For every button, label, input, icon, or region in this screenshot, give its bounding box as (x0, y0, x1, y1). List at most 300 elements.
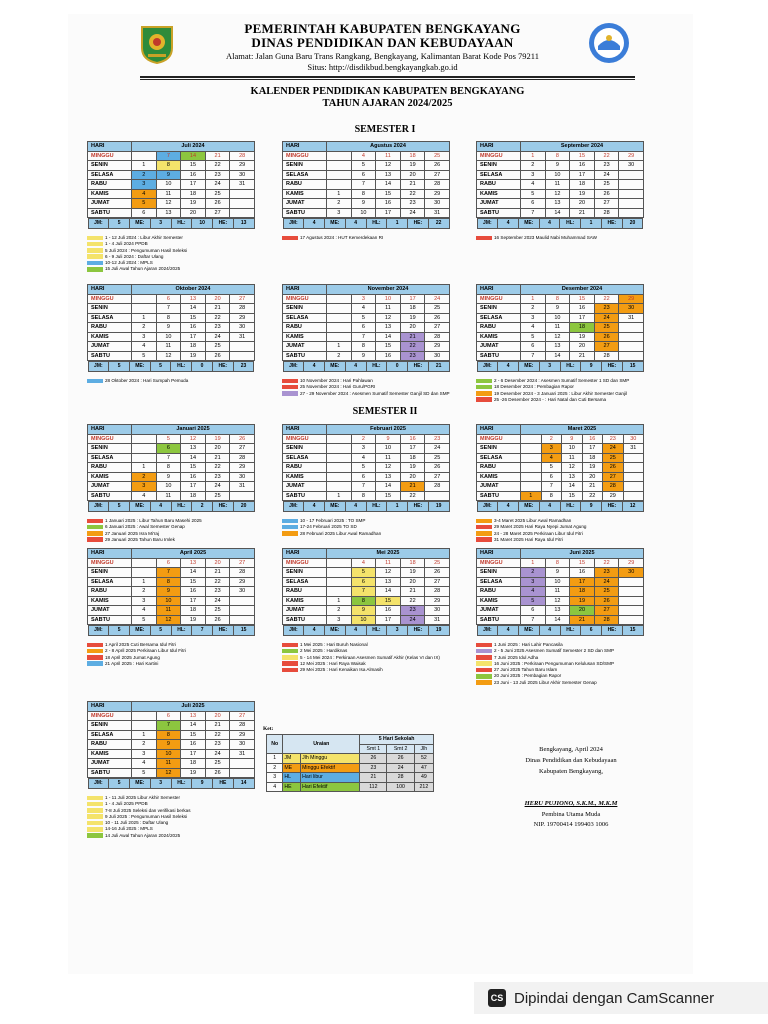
date-cell: 17 (582, 444, 603, 454)
hari-header: HARI (477, 285, 521, 295)
date-cell: 18 (570, 180, 595, 190)
legend-text: 1 - 4 Juli 2024 PPDB (105, 241, 148, 247)
date-cell: 8 (156, 463, 181, 473)
legend-september-2024 (476, 235, 656, 241)
date-cell: 28 (425, 482, 450, 492)
summary-value: 3 (150, 779, 171, 789)
date-cell (327, 180, 352, 190)
calendar-november-2024 (282, 284, 450, 372)
legend-text: 3-4 Maret 2025 Libur Awal Ramadhan (494, 518, 572, 523)
date-cell: 24 (594, 170, 619, 180)
day-label: JUMAT (283, 606, 327, 616)
legend-swatch (476, 661, 492, 666)
hari-header: HARI (477, 142, 521, 152)
date-cell: 27 (594, 606, 619, 616)
legend-swatch (476, 379, 492, 384)
legend-swatch (87, 267, 103, 272)
legend-swatch (87, 643, 103, 648)
kabupaten-emblem-icon (140, 24, 174, 64)
date-cell: 26 (594, 332, 619, 342)
legend-swatch (476, 385, 492, 390)
header-rule-thin (140, 79, 635, 80)
date-cell (230, 759, 255, 769)
summary-value: 5 (150, 626, 171, 636)
legend-item (282, 667, 450, 673)
day-label: SENIN (283, 444, 327, 454)
date-cell: 22 (400, 596, 425, 606)
semester-1-heading: SEMESTER I (354, 124, 416, 135)
day-label: SELASA (283, 313, 327, 323)
day-label: SENIN (283, 161, 327, 171)
summary-label: HE: (213, 219, 234, 229)
date-cell: 3 (351, 294, 376, 304)
legend-text: 27 - 29 November 2024 : Asesmen Sumatif Semester Ganjil SD dan SMP (300, 390, 450, 396)
date-cell: 7 (156, 568, 181, 578)
day-label: RABU (88, 463, 132, 473)
date-cell: 31 (623, 444, 644, 454)
date-cell: 3 (132, 332, 157, 342)
day-label: RABU (88, 740, 132, 750)
date-cell: 11 (156, 606, 181, 616)
summary-label: HL: (560, 502, 581, 512)
date-cell: 21 (400, 180, 425, 190)
date-cell: 17 (400, 444, 425, 454)
month-title: Desember 2024 (521, 285, 644, 295)
date-cell: 16 (570, 161, 595, 171)
date-cell: 4 (132, 342, 157, 352)
date-cell: 12 (181, 434, 206, 444)
date-cell: 10 (545, 313, 570, 323)
date-cell: 18 (181, 606, 206, 616)
date-cell: 19 (181, 199, 206, 209)
legend-text: 9 Juli 2025 : Pengumuman Hasil Seleksi (105, 813, 188, 819)
day-label: KAMIS (477, 472, 521, 482)
legend-swatch (87, 655, 103, 660)
date-cell: 1 (327, 189, 352, 199)
date-cell: 2 (327, 199, 352, 209)
legend-desember-2024 (476, 378, 656, 403)
date-cell: 3 (521, 170, 546, 180)
date-cell: 27 (230, 558, 255, 568)
date-cell: 3 (541, 444, 562, 454)
date-cell: 27 (230, 294, 255, 304)
date-cell: 13 (545, 342, 570, 352)
legend-text: 2 - 5 Juni 2025 Asesmen Sumatif Semester 2 SD dan SMP (494, 648, 615, 654)
summary-value: 7 (192, 626, 213, 636)
summary-value: 20 (622, 219, 643, 229)
date-cell: 8 (545, 558, 570, 568)
date-cell: 11 (156, 759, 181, 769)
date-cell: 11 (545, 587, 570, 597)
date-cell: 7 (541, 482, 562, 492)
legend-swatch (282, 391, 298, 396)
legend-februari-2025 (282, 518, 450, 537)
keterangan-cell: Minggu Efektif (301, 763, 360, 773)
summary-label: HL: (171, 219, 192, 229)
month-title: Maret 2025 (521, 425, 644, 435)
date-cell: 13 (376, 577, 401, 587)
legend-text: 21 April 2025 : Hari Kartini (105, 660, 159, 666)
date-cell: 15 (376, 342, 401, 352)
date-cell: 23 (400, 199, 425, 209)
date-cell: 17 (400, 294, 425, 304)
date-cell: 30 (619, 304, 644, 314)
day-label: JUMAT (477, 199, 521, 209)
summary-value: 4 (304, 219, 325, 229)
date-cell: 24 (594, 577, 619, 587)
summary-label: HL: (171, 362, 192, 372)
date-cell: 4 (132, 491, 157, 501)
date-cell: 15 (376, 491, 401, 501)
day-label: SELASA (283, 577, 327, 587)
date-cell (521, 482, 542, 492)
date-cell: 13 (545, 199, 570, 209)
legend-text: 14-16 Juli 2025 : MPLS (105, 826, 153, 832)
date-cell: 9 (156, 472, 181, 482)
date-cell: 25 (425, 558, 450, 568)
legend-swatch (282, 661, 298, 666)
date-cell: 6 (132, 208, 157, 218)
date-cell: 13 (545, 606, 570, 616)
summary-value: 4 (498, 219, 519, 229)
date-cell: 31 (425, 615, 450, 625)
date-cell: 28 (230, 304, 255, 314)
legend-swatch (87, 649, 103, 654)
date-cell: 2 (132, 323, 157, 333)
date-cell (623, 463, 644, 473)
date-cell (521, 453, 542, 463)
keterangan-row (267, 782, 434, 792)
legend-swatch (87, 242, 103, 247)
day-label: JUMAT (88, 482, 132, 492)
date-cell: 14 (545, 208, 570, 218)
date-cell: 5 (351, 161, 376, 171)
summary-label: HE: (213, 626, 234, 636)
date-cell: 18 (181, 189, 206, 199)
legend-text: 6 Januari 2025 : Awal Semester Genap (105, 524, 185, 530)
date-cell: 1 (327, 491, 352, 501)
keterangan-row (267, 773, 434, 783)
date-cell: 17 (376, 208, 401, 218)
date-cell (623, 482, 644, 492)
day-label: SENIN (477, 304, 521, 314)
summary-value: 3 (387, 626, 408, 636)
summary-label: HL: (560, 362, 581, 372)
summary-label: HL: (560, 219, 581, 229)
date-cell (619, 606, 644, 616)
date-cell: 10 (351, 615, 376, 625)
date-cell: 9 (545, 304, 570, 314)
date-cell: 12 (376, 568, 401, 578)
date-cell: 12 (562, 463, 583, 473)
calendar-april-2025 (87, 548, 255, 636)
summary-label: ME: (130, 219, 151, 229)
legend-swatch (476, 655, 492, 660)
date-cell: 24 (603, 444, 624, 454)
calendar-februari-2025 (282, 424, 450, 512)
day-label: SABTU (88, 615, 132, 625)
hari-header: HARI (283, 425, 327, 435)
date-cell: 2 (132, 170, 157, 180)
keterangan-cell: Hari Efektif (301, 782, 360, 792)
header-line-1: PEMERINTAH KABUPATEN BENGKAYANG (244, 21, 521, 36)
legend-swatch (282, 643, 298, 648)
date-cell: 12 (376, 161, 401, 171)
date-cell: 26 (603, 463, 624, 473)
legend-text: 10-12 Juli 2024 : MPLS (105, 260, 153, 266)
date-cell: 13 (181, 294, 206, 304)
day-label: SELASA (88, 577, 132, 587)
date-cell: 15 (376, 189, 401, 199)
legend-text: 1 Juni 2025 : Hari Lahir Pancasila (494, 642, 563, 647)
summary-label: JM: (283, 502, 304, 512)
date-cell: 20 (570, 342, 595, 352)
date-cell: 17 (570, 313, 595, 323)
legend-item (87, 833, 255, 839)
date-cell: 3 (132, 749, 157, 759)
day-label: JUMAT (283, 482, 327, 492)
keterangan-cell: 21 (360, 773, 387, 783)
date-cell: 28 (230, 721, 255, 731)
day-label: MINGGU (283, 294, 327, 304)
legend-swatch (87, 821, 103, 826)
date-cell (619, 342, 644, 352)
date-cell: 19 (181, 768, 206, 778)
date-cell: 31 (425, 208, 450, 218)
ket-head-jlh: Jlh (414, 744, 433, 754)
summary-label: HL: (366, 362, 387, 372)
summary-value: 10 (192, 219, 213, 229)
date-cell: 14 (376, 482, 401, 492)
date-cell: 10 (156, 180, 181, 190)
date-cell: 4 (541, 453, 562, 463)
day-label: RABU (477, 587, 521, 597)
date-cell: 2 (327, 351, 352, 361)
legend-text: 19 Desember 2024 - 3 Januari 2025 : Libur Akhir Semester Ganjil (494, 390, 628, 396)
date-cell: 14 (376, 587, 401, 597)
date-cell: 27 (594, 342, 619, 352)
month-title: Agustus 2024 (327, 142, 450, 152)
summary-value: 5 (109, 219, 130, 229)
keterangan-cell: 3 (267, 773, 283, 783)
date-cell: 28 (230, 453, 255, 463)
legend-swatch (87, 261, 103, 266)
day-label: JUMAT (283, 199, 327, 209)
keterangan-cell: 24 (387, 763, 414, 773)
legend-text: 14 Juli Awal Tahun Ajaran 2024/2025 (105, 832, 181, 838)
date-cell: 13 (181, 444, 206, 454)
date-cell (327, 453, 352, 463)
summary-label: HE: (601, 219, 622, 229)
date-cell: 15 (376, 596, 401, 606)
date-cell: 22 (205, 730, 230, 740)
date-cell: 21 (205, 151, 230, 161)
keterangan-cell: HL (283, 773, 301, 783)
day-label: MINGGU (283, 434, 327, 444)
legend-item (476, 537, 656, 543)
date-cell: 17 (376, 615, 401, 625)
date-cell: 25 (205, 759, 230, 769)
summary-value: 22 (428, 219, 449, 229)
date-cell: 21 (205, 304, 230, 314)
date-cell: 5 (521, 596, 546, 606)
legend-oktober-2024 (87, 378, 255, 384)
day-label: MINGGU (283, 558, 327, 568)
day-label: MINGGU (88, 151, 132, 161)
date-cell: 7 (156, 304, 181, 314)
summary-label: ME: (130, 502, 151, 512)
date-cell: 15 (181, 577, 206, 587)
legend-item (282, 391, 450, 397)
day-label: SABTU (283, 351, 327, 361)
date-cell: 12 (156, 199, 181, 209)
date-cell: 11 (156, 189, 181, 199)
date-cell (132, 568, 157, 578)
date-cell: 21 (570, 351, 595, 361)
date-cell: 30 (230, 170, 255, 180)
date-cell: 8 (156, 313, 181, 323)
summary-value: 9 (581, 502, 602, 512)
camscanner-badge (474, 982, 768, 1014)
summary-label: JM: (88, 362, 109, 372)
date-cell: 4 (351, 304, 376, 314)
date-cell: 11 (376, 558, 401, 568)
date-cell: 26 (594, 189, 619, 199)
keterangan-table (266, 734, 434, 792)
date-cell: 5 (351, 463, 376, 473)
legend-januari-2025 (87, 518, 255, 543)
legend-swatch (87, 248, 103, 253)
day-label: RABU (283, 180, 327, 190)
summary-value: 13 (233, 219, 254, 229)
header-address: Alamat: Jalan Guna Baru Trans Rangkang, Bengkayang, Kalimantan Barat Kode Pos 79211 (226, 51, 539, 61)
legend-november-2024 (282, 378, 450, 397)
date-cell: 27 (603, 472, 624, 482)
summary-label: JM: (477, 362, 498, 372)
legend-item (87, 378, 255, 384)
date-cell (521, 444, 542, 454)
ket-head-uraian: Uraian (283, 735, 360, 754)
month-title: September 2024 (521, 142, 644, 152)
summary-label: HL: (366, 626, 387, 636)
date-cell: 19 (181, 351, 206, 361)
legend-swatch (476, 236, 492, 241)
date-cell: 15 (181, 161, 206, 171)
date-cell: 4 (521, 323, 546, 333)
summary-label: HE: (408, 502, 429, 512)
date-cell: 29 (425, 189, 450, 199)
date-cell: 29 (603, 491, 624, 501)
legend-swatch (476, 680, 492, 685)
legend-maret-2025 (476, 518, 656, 543)
date-cell: 9 (156, 587, 181, 597)
summary-label: ME: (325, 502, 346, 512)
date-cell: 6 (351, 577, 376, 587)
date-cell: 25 (205, 606, 230, 616)
summary-label: JM: (88, 502, 109, 512)
date-cell (132, 294, 157, 304)
summary-label: HE: (213, 502, 234, 512)
hari-header: HARI (477, 549, 521, 559)
date-cell: 22 (400, 189, 425, 199)
date-cell: 30 (425, 351, 450, 361)
calendar-september-2024 (476, 141, 644, 229)
date-cell: 24 (205, 332, 230, 342)
date-cell: 4 (132, 759, 157, 769)
day-label: KAMIS (88, 472, 132, 482)
legend-swatch (87, 525, 103, 530)
date-cell (230, 596, 255, 606)
date-cell: 1 (132, 577, 157, 587)
date-cell: 3 (521, 577, 546, 587)
date-cell: 12 (545, 189, 570, 199)
date-cell: 26 (594, 596, 619, 606)
date-cell (230, 768, 255, 778)
date-cell (327, 434, 352, 444)
legend-swatch (87, 519, 103, 524)
date-cell (327, 444, 352, 454)
legend-text: 18 April 2025 Jumat Agung (105, 654, 160, 660)
date-cell: 8 (545, 294, 570, 304)
legend-swatch (87, 531, 103, 536)
date-cell: 5 (132, 615, 157, 625)
date-cell: 31 (619, 313, 644, 323)
date-cell: 10 (156, 749, 181, 759)
keterangan-cell: HE (283, 782, 301, 792)
date-cell: 18 (570, 323, 595, 333)
day-label: RABU (477, 463, 521, 473)
legend-text: 1 April 2025 Cuti Bersama Idul Fitri (105, 642, 176, 647)
date-cell (327, 332, 352, 342)
date-cell (327, 294, 352, 304)
day-label: SENIN (88, 304, 132, 314)
keterangan-label: Ket: (263, 726, 274, 732)
date-cell: 20 (582, 472, 603, 482)
date-cell: 30 (230, 323, 255, 333)
legend-swatch (87, 814, 103, 819)
summary-label: HE: (408, 626, 429, 636)
day-label: SABTU (283, 615, 327, 625)
date-cell: 14 (181, 453, 206, 463)
legend-item (87, 537, 255, 543)
date-cell: 15 (570, 151, 595, 161)
date-cell: 19 (570, 332, 595, 342)
date-cell (230, 189, 255, 199)
date-cell (327, 482, 352, 492)
summary-label: JM: (477, 502, 498, 512)
summary-label: HE: (602, 626, 623, 636)
legend-text: 18 Desember 2024 : Pembagian Rapor (494, 384, 574, 390)
date-cell: 8 (156, 161, 181, 171)
hari-header: HARI (88, 425, 132, 435)
legend-item (476, 680, 656, 686)
date-cell: 29 (230, 463, 255, 473)
date-cell: 8 (545, 151, 570, 161)
legend-swatch (476, 397, 492, 402)
date-cell: 24 (205, 482, 230, 492)
day-label: JUMAT (477, 342, 521, 352)
hari-header: HARI (88, 549, 132, 559)
date-cell: 4 (351, 151, 376, 161)
date-cell: 8 (351, 189, 376, 199)
legend-text: 1 - 11 Juli 2025 Libur Akhir Semester (105, 795, 180, 800)
date-cell: 9 (351, 199, 376, 209)
summary-label: ME: (519, 362, 540, 372)
date-cell: 6 (156, 558, 181, 568)
month-title: November 2024 (327, 285, 450, 295)
date-cell: 16 (181, 587, 206, 597)
legend-swatch (87, 254, 103, 259)
